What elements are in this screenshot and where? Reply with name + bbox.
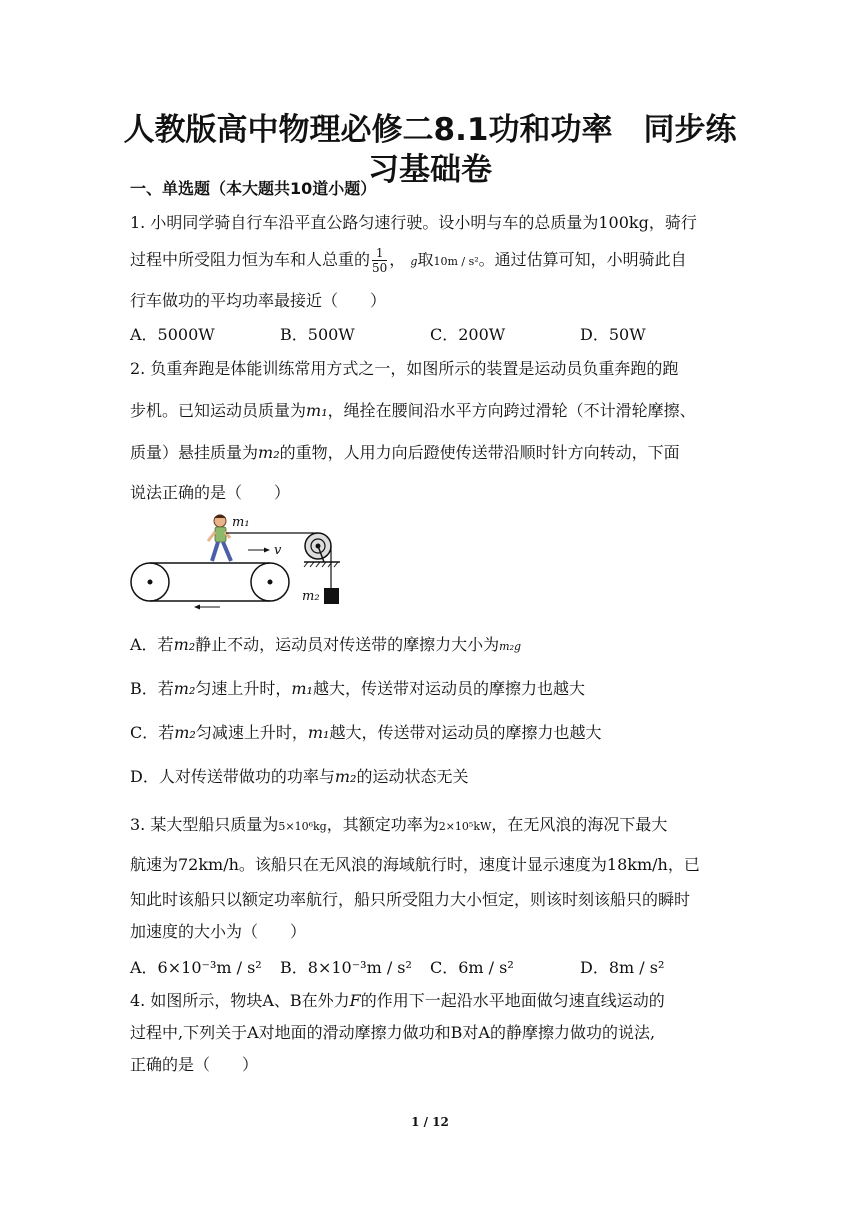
q2-option-a [130, 632, 521, 655]
q1-option-c: C．200W [430, 325, 506, 344]
q1-option-b: B．500W [280, 325, 355, 344]
q1-line-2 [130, 246, 687, 275]
q4-line-3: 正确的是（ ） [130, 1055, 259, 1074]
q2-opt-b-m2: m₂ [173, 679, 196, 698]
q2-opt-d-text-2: 的运动状态无关 [356, 767, 469, 786]
title-line-1: 人教版高中物理必修二8.1功和功率 同步练 [123, 112, 737, 148]
q3-line-2: 航速为72km/h。该船只在无风浪的海域航行时，速度计显示速度为18km/h，已 [130, 855, 700, 874]
q2-opt-a-text-1: A．若 [130, 635, 174, 654]
q2-option-d [130, 764, 468, 787]
q2-opt-b-m1: m₁ [291, 679, 313, 698]
treadmill-figure [128, 508, 348, 612]
q2-line-1: 2. 负重奔跑是体能训练常用方式之一，如图所示的装置是运动员负重奔跑的跑 [130, 359, 679, 378]
q1-text-a: 过程中所受阻力恒为车和人总重的 [130, 250, 371, 269]
q2-opt-c-m2: m₂ [174, 723, 196, 742]
treadmill-belt [131, 563, 289, 601]
runner-icon [208, 515, 231, 562]
q3-text-b: ，其额定功率为 [326, 815, 439, 834]
q3-mass: 5×10⁶kg [278, 820, 327, 833]
q3-option-a: A．6×10⁻³m / s² [130, 958, 262, 977]
q2-opt-c-text-1: C．若 [130, 723, 175, 742]
section-header: 一、单选题（本大题共10道小题） [130, 179, 377, 198]
q3-line-4: 加速度的大小为（ ） [130, 922, 307, 941]
q2-text-c: 质量）悬挂质量为 [130, 443, 259, 462]
q2-opt-b-text-3: 越大，传送带对运动员的摩擦力也越大 [312, 679, 585, 698]
page-number: 1 / 12 [411, 1115, 449, 1129]
q1-frac-num: 1 [372, 246, 387, 261]
figure-m1-label: m₁ [232, 515, 250, 530]
q1-g: g [410, 255, 418, 268]
velocity-arrow [248, 548, 270, 553]
q2-text-d: 的重物，人用力向后蹬使传送带沿顺时针方向转动，下面 [279, 443, 680, 462]
q2-m2: m₂ [258, 443, 280, 462]
q1-frac-den: 50 [372, 261, 388, 275]
q4-line-1 [130, 988, 665, 1011]
q1-text-c: 。通过估算可知，小明骑此自 [478, 250, 687, 269]
q2-opt-c-text-3: 越大，传送带对运动员的摩擦力也越大 [329, 723, 602, 742]
q1-option-a: A．5000W [130, 325, 215, 344]
q2-line-2 [130, 398, 696, 421]
q3-option-b: B．8×10⁻³m / s² [280, 958, 412, 977]
q2-opt-d-m2: m₂ [334, 767, 357, 786]
q3-line-1 [130, 812, 667, 835]
figure-m2-label: m₂ [302, 589, 320, 604]
belt-direction-arrow [194, 605, 220, 610]
q3-text-a: 3. 某大型船只质量为 [130, 815, 279, 834]
q2-opt-a-text-2: 静止不动，运动员对传送带的摩擦力大小为 [195, 635, 500, 654]
q3-line-3: 知此时该船只以额定功率航行，船只所受阻力大小恒定，则该时刻该船只的瞬时 [130, 890, 691, 909]
q1-option-d: D．50W [580, 325, 646, 344]
q2-line-3 [130, 440, 680, 463]
q1-line-3: 行车做功的平均功率最接近（ ） [130, 291, 387, 310]
q2-opt-c-text-2: 匀减速上升时， [195, 723, 308, 742]
q2-m1: m₁ [306, 401, 328, 420]
q1-take: 取 [417, 250, 434, 269]
q2-opt-d-text-1: D．人对传送带做功的功率与 [130, 767, 335, 786]
figure-v-label: v [274, 543, 282, 558]
q2-opt-b-text-2: 匀速上升时， [195, 679, 292, 698]
q2-option-b [130, 676, 585, 699]
q4-line-2: 过程中,下列关于A对地面的滑动摩擦力做功和B对A的静摩擦力做功的说法, [130, 1023, 656, 1042]
q2-opt-c-m1: m₁ [307, 723, 330, 742]
q1-fraction [372, 246, 387, 275]
q3-text-c: ，在无风浪的海况下最大 [491, 815, 668, 834]
q3-option-c: C．6m / s² [430, 958, 514, 977]
q4-text-a: 4. 如图所示，物块A、B在外力 [130, 991, 350, 1010]
q2-text-a: 步机。已知运动员质量为 [130, 401, 307, 420]
q2-line-4: 说法正确的是（ ） [130, 483, 291, 502]
q3-option-d: D．8m / s² [580, 958, 665, 977]
q3-power: 2×10⁵kW [438, 820, 492, 833]
q2-opt-a-m2: m₂ [173, 635, 196, 654]
q4-force-f: F [349, 991, 361, 1010]
q2-text-b: ，绳拴在腰间沿水平方向跨过滑轮（不计滑轮摩擦、 [327, 401, 696, 420]
q2-option-c [130, 720, 601, 743]
q2-opt-a-m2g: m₂g [499, 640, 522, 653]
q2-opt-b-text-1: B．若 [130, 679, 174, 698]
q4-text-b: 的作用下一起沿水平地面做匀速直线运动的 [360, 991, 665, 1010]
q1-line-1: 1. 小明同学骑自行车沿平直公路匀速行驶。设小明与车的总质量为100kg，骑行 [130, 213, 697, 232]
q1-text-b: ， [389, 250, 406, 269]
q1-g-value: 10m / s² [433, 255, 479, 268]
title-line-2: 习基础卷 [368, 152, 492, 188]
